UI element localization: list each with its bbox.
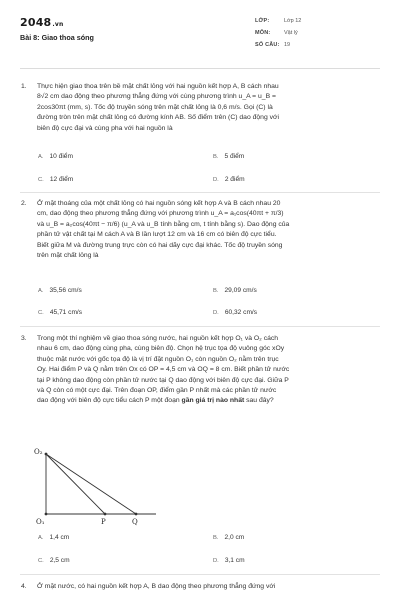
point-q	[135, 513, 138, 516]
option-text: 10 điểm	[49, 153, 73, 160]
meta-key: LỚP:	[255, 18, 270, 24]
question-line-end: sau đây?	[244, 397, 274, 405]
option-2b[interactable]	[213, 287, 257, 294]
option-text: 1,4 cm	[49, 534, 70, 541]
option-label: D.	[213, 558, 219, 564]
page-header	[0, 0, 400, 66]
question-line: đường tròn trên mặt chất lỏng có đường kính AB. Số điểm trên (C) dao động với	[37, 114, 279, 122]
option-text: 35,56 cm/s	[49, 287, 82, 294]
question-line: thuộc mặt nước với gốc tọa độ là vị trí đặt nguồn O₁ còn nguồn O₂ nằm trên trục	[37, 355, 279, 363]
question-text	[37, 82, 367, 134]
option-text: 5 điểm	[224, 153, 245, 160]
question-line: 8√2 cm dao động theo phương thẳng đứng với cùng phương trình u_A = u_B =	[37, 93, 276, 101]
meta-row-count	[255, 39, 301, 51]
logo-suffix: .vn	[52, 21, 64, 28]
option-label: C.	[38, 310, 44, 316]
option-1d[interactable]	[213, 176, 245, 183]
option-label: B.	[213, 288, 219, 294]
point-p	[104, 513, 107, 516]
question-line: Ở mặt nước, có hai nguồn kết hợp A, B dao động theo phương thẳng đứng với	[37, 583, 276, 590]
option-3b[interactable]	[213, 534, 244, 541]
question-divider	[20, 326, 380, 327]
meta-table	[255, 15, 301, 51]
question-line: biên độ cực đại và cùng pha với hai nguồn là	[37, 124, 173, 132]
option-1c[interactable]	[38, 176, 73, 183]
question-line: Oy. Hai điểm P và Q nằm trên Ox có OP = 4,5 cm và OQ = 8 cm. Biết phần tử nước	[37, 366, 290, 374]
question-text	[37, 582, 367, 592]
question-line: và Q còn có một cực đại. Trên đoạn OP, điểm gần P nhất mà các phần tử nước	[37, 387, 277, 395]
meta-key: SỐ CÂU:	[255, 42, 280, 48]
meta-value: Lớp 12	[284, 18, 302, 24]
option-text: 12 điểm	[49, 176, 74, 183]
option-label: B.	[213, 154, 219, 160]
option-label: D.	[213, 177, 219, 183]
meta-key: MÔN:	[255, 30, 271, 36]
option-1b[interactable]	[213, 153, 244, 160]
point-o2	[45, 453, 48, 456]
question-line: cm, dao động theo phương thẳng đứng với phương trình u_A = a₁cos(40πt + π/3)	[37, 210, 284, 218]
option-label: C.	[38, 177, 44, 183]
question-line: 2cos30πt (mm, s). Tốc độ truyền sóng trên mặt chất lỏng là 0,6 m/s. Gọi (C) là	[37, 103, 273, 111]
question-line: Ở mặt thoáng của một chất lỏng có hai nguồn sóng kết hợp A và B cách nhau 20	[37, 200, 281, 207]
option-2a[interactable]	[38, 287, 82, 294]
option-label: A.	[38, 535, 44, 541]
question-line: Trong một thí nghiệm về giao thoa sóng nước, hai nguồn kết hợp O₁ và O₂ cách	[37, 335, 279, 342]
meta-value: Vật lý	[284, 30, 298, 36]
question-line: Thực hiện giao thoa trên bề mặt chất lỏng với hai nguồn kết hợp A, B cách nhau	[37, 83, 279, 90]
option-text: 2,0 cm	[224, 534, 245, 541]
site-logo[interactable]	[20, 16, 63, 29]
label-p: P	[101, 518, 106, 526]
option-text: 60,32 cm/s	[224, 309, 258, 316]
question-number: 4.	[21, 583, 27, 590]
question-line: nhau 6 cm, dao động cùng pha, cùng biên độ. Chọn hệ trục tọa độ vuông góc xOy	[37, 345, 285, 353]
question-line: và u_B = a₂cos(40πt − π/6) (u_A và u_B tính bằng cm, t tính bằng s). Dao động của	[37, 220, 290, 228]
option-3c[interactable]	[38, 557, 70, 564]
option-2d[interactable]	[213, 309, 257, 316]
question-text	[37, 199, 367, 261]
question-number: 3.	[21, 335, 27, 342]
option-label: C.	[38, 558, 44, 564]
question-divider	[20, 192, 380, 193]
lesson-title: Bài 8: Giao thoa sóng	[20, 33, 94, 42]
question-line: dao động với biên độ cực tiểu cách P một đoạn	[37, 397, 180, 405]
logo-text: 2048	[20, 16, 52, 29]
label-o2: O₂	[34, 448, 43, 456]
option-1a[interactable]	[38, 153, 73, 160]
option-label: A.	[38, 288, 44, 294]
label-q: Q	[132, 518, 138, 526]
label-o1: O₁	[36, 518, 45, 526]
option-text: 2,5 cm	[49, 557, 70, 564]
question-number: 2.	[21, 200, 27, 207]
option-text: 2 điểm	[224, 176, 245, 183]
option-label: B.	[213, 535, 219, 541]
question-line: tại P không dao động còn phần tử nước tại Q dao động với biên độ cực đại. Giữa P	[37, 376, 289, 384]
question-emphasis: gần giá trị nào nhất	[181, 397, 245, 405]
option-2c[interactable]	[38, 309, 82, 316]
option-text: 29,09 cm/s	[224, 287, 257, 294]
option-text: 45,71 cm/s	[49, 309, 83, 316]
meta-row-class	[255, 15, 301, 27]
segment-o2-p	[46, 454, 105, 514]
option-label: D.	[213, 310, 219, 316]
meta-row-subject	[255, 27, 301, 39]
option-text: 3,1 cm	[224, 557, 245, 564]
question-divider	[20, 574, 380, 575]
header-divider	[20, 68, 380, 69]
point-o1	[45, 513, 48, 516]
question-line: Biết giữa M và đường trung trực còn có hai dãy cực đại khác. Tốc độ truyền sóng	[37, 241, 283, 249]
coordinate-figure	[30, 446, 160, 528]
option-3a[interactable]	[38, 534, 69, 541]
option-label: A.	[38, 154, 44, 160]
question-number: 1.	[21, 83, 27, 90]
question-line: trên mặt chất lỏng là	[37, 252, 99, 260]
segment-o2-q	[46, 454, 136, 514]
meta-value: 19	[284, 42, 291, 48]
question-text	[37, 334, 367, 407]
option-3d[interactable]	[213, 557, 245, 564]
question-line: phần tử vật chất tại M cách A và B lần lượt 12 cm và 16 cm có biên độ cực tiểu.	[37, 231, 277, 239]
